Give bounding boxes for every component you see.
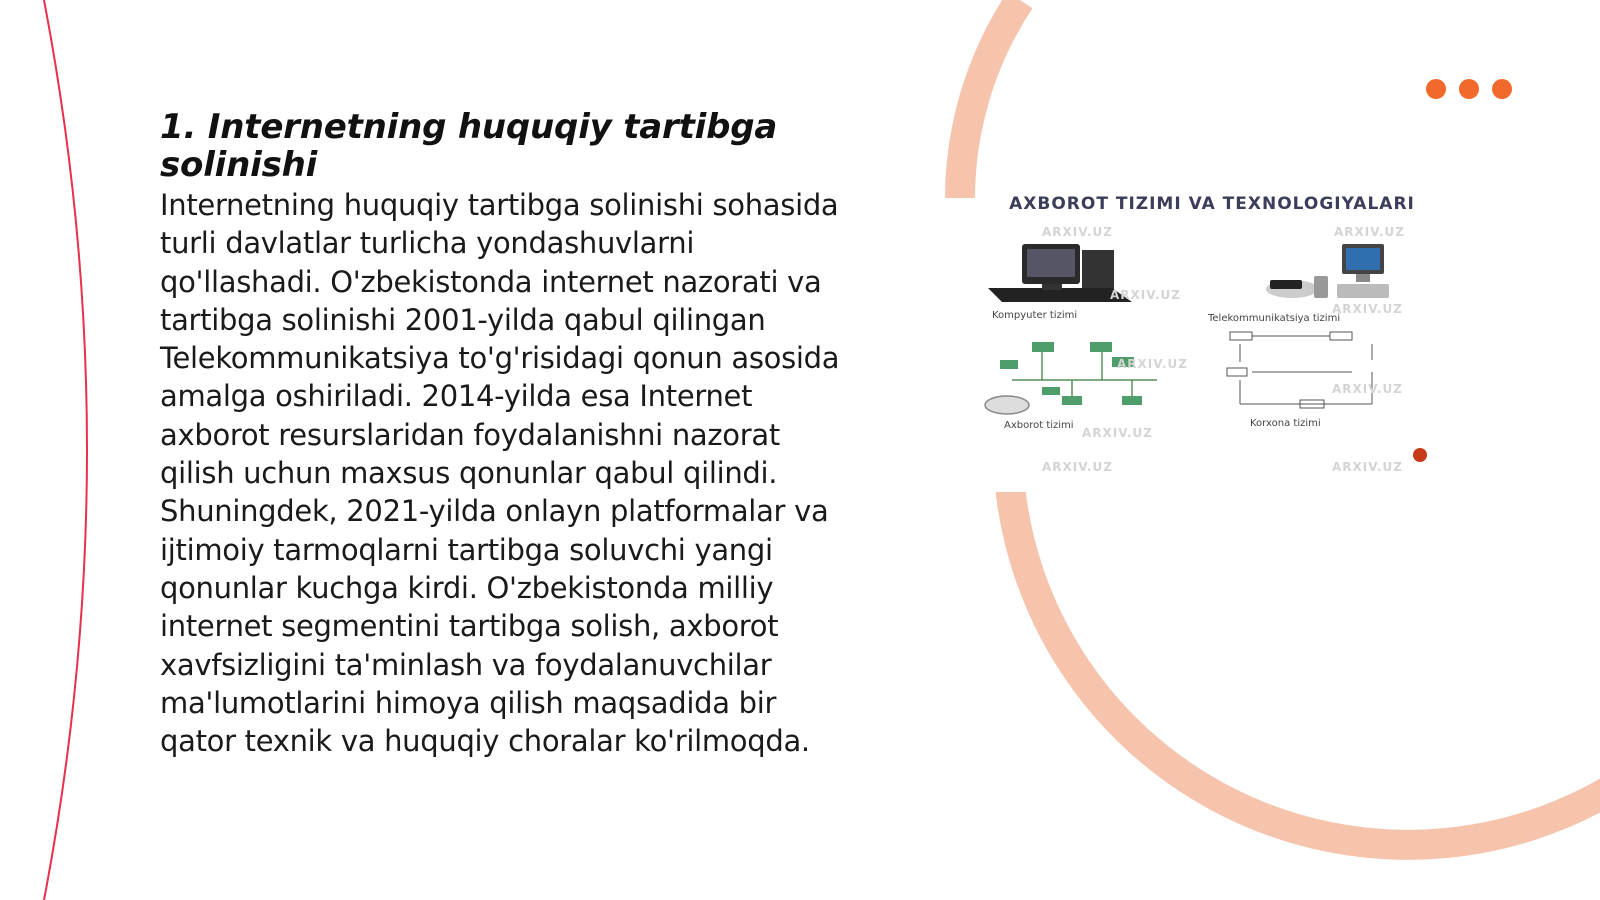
- label-telecom-system: Telekommunikatsiya tizimi: [1208, 313, 1341, 324]
- watermark: ARXIV.UZ: [1082, 426, 1153, 440]
- left-curve-line: [44, 0, 87, 900]
- watermark: ARXIV.UZ: [1117, 357, 1188, 371]
- watermark: ARXIV.UZ: [1332, 302, 1403, 316]
- red-dot: [1413, 448, 1427, 462]
- peach-ring-upper: [960, 0, 1020, 198]
- dots-menu-icon: [1426, 79, 1512, 99]
- slide-title: 1. Internetning huquqiy tartibga solinishi: [160, 107, 778, 185]
- slide-body-text: Internetning huquqiy tartibga solinishi sohasida turli davlatlar turlicha yondashuvlarni qo'llashadi. O'zbekistonda internet nazorati va tartibga solinishi 2001-yilda qabul qilingan Telekommunikatsiya to'g'risidagi qonun asosida amalga oshiriladi. 2014-yilda esa Internet axborot resurslaridan foydalanishni nazorat qilish uchun maxsus qonunlar qabul qilindi. Shuningdek, 2021-yilda onlayn platformalar va ijtimoiy tarmoqlarni tartibga soluvchi yangi qonunlar kuchga kirdi. O'zbekistonda milliy internet segmentini tartibga solish, axborot xavfsizligini ta'minlash va foydalanuvchilar ma'lumotlarini himoya qilish maqsadida bir qator texnik va huquqiy choralar ko'rilmoqda.: [160, 188, 840, 759]
- peach-ring-lower: [1010, 486, 1600, 845]
- network-icon: [985, 342, 1157, 414]
- label-enterprise-system: Korxona tizimi: [1250, 418, 1321, 429]
- flowchart-icon: [1227, 332, 1372, 408]
- telecom-icon: [1266, 244, 1389, 298]
- watermark: ARXIV.UZ: [1332, 382, 1403, 396]
- dot-icon: [1492, 79, 1512, 99]
- infographic-image: [982, 192, 1452, 492]
- watermark: ARXIV.UZ: [1042, 460, 1113, 474]
- label-information-system: Axborot tizimi: [1004, 420, 1074, 431]
- label-computer-system: Kompyuter tizimi: [992, 310, 1078, 321]
- watermark: ARXIV.UZ: [1334, 225, 1405, 239]
- dot-icon: [1426, 79, 1446, 99]
- infographic-title: AXBOROT TIZIMI VA TEXNOLOGIYALARI: [1009, 194, 1415, 214]
- watermark: ARXIV.UZ: [1042, 225, 1113, 239]
- watermark: ARXIV.UZ: [1332, 460, 1403, 474]
- dot-icon: [1459, 79, 1479, 99]
- watermark: ARXIV.UZ: [1110, 288, 1181, 302]
